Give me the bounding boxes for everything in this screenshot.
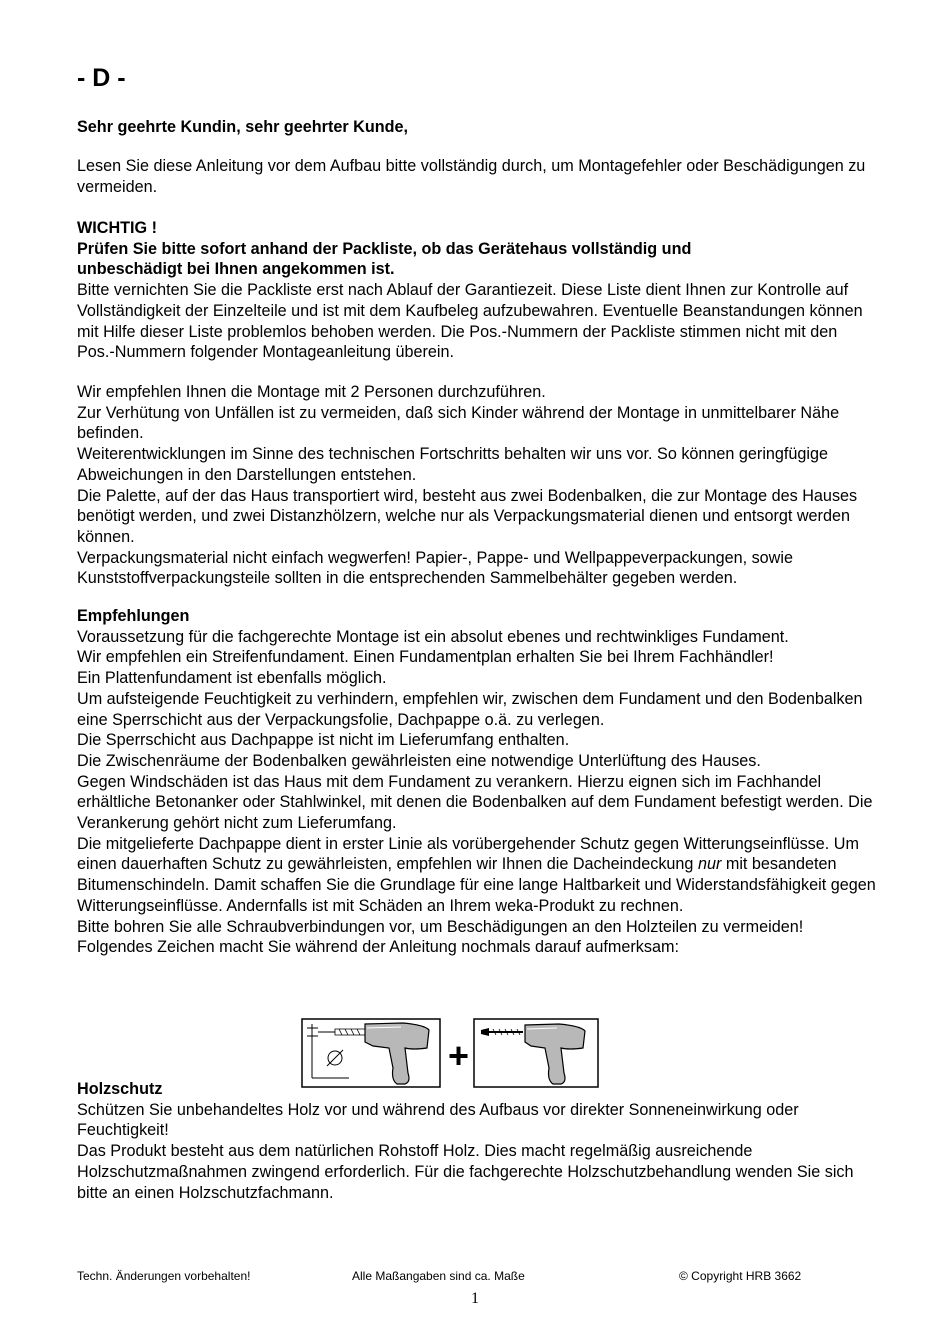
- roofing-text: Die mitgelieferte Dachpappe dient in erster Linie als vorübergehender Schutz gegen Witterungseinflüsse. Um einen dauerhaften Schutz zu gewährleisten, empfehlen wir Ihnen die Dacheindeckung: [77, 834, 859, 874]
- wood-protection-section: [77, 1079, 877, 1203]
- drill-predrill-icon: [302, 1019, 440, 1087]
- recommendations-section: [77, 606, 877, 958]
- plus-sign: +: [448, 1035, 470, 1076]
- recommendation: Gegen Windschäden ist das Haus mit dem Fundament zu verankern. Hierzu eignen sich im Fachhandel erhältliche Betonanker oder Stahlwinkel, mit denen die Bodenbalken auf dem Fundament befestigt werden. Die Verankerung gehört nicht zum Lieferumfang.: [77, 772, 873, 833]
- recommendation: Wir empfehlen ein Streifenfundament. Einen Fundamentplan erhalten Sie bei Ihrem Fachhändler!: [77, 648, 774, 667]
- recommendation: Ein Plattenfundament ist ebenfalls möglich.: [77, 669, 387, 688]
- footer-left: Techn. Änderungen vorbehalten!: [77, 1269, 251, 1283]
- general-note: Zur Verhütung von Unfällen ist zu vermeiden, daß sich Kinder während der Montage in unmittelbarer Nähe befinden.: [77, 403, 840, 443]
- general-note: Wir empfehlen Ihnen die Montage mit 2 Personen durchzuführen.: [77, 383, 546, 401]
- recommendation: Voraussetzung für die fachgerechte Montage ist ein absolut ebenes und rechtwinkliges Fundament.: [77, 627, 789, 646]
- footer-right: © Copyright HRB 3662: [679, 1269, 802, 1283]
- salutation: Sehr geehrte Kundin, sehr geehrter Kunde,: [77, 118, 409, 136]
- intro-paragraph: Lesen Sie diese Anleitung vor dem Aufbau bitte vollständig durch, um Montagefehler oder Beschädigungen zu vermeiden.: [77, 157, 866, 196]
- important-section: [77, 218, 877, 363]
- general-note: Weiterentwicklungen im Sinne des technischen Fortschritts behalten wir uns vor. So können geringfügige Abweichungen in den Darstellungen entstehen.: [77, 445, 829, 484]
- recommendation-roofing: [77, 834, 877, 917]
- page-number: 1: [471, 1290, 479, 1307]
- general-notes: [77, 382, 877, 589]
- important-heading: WICHTIG !: [77, 219, 158, 237]
- footer-middle: Alle Maßangaben sind ca. Maße: [352, 1269, 525, 1283]
- wood-protection-paragraph: Das Produkt besteht aus dem natürlichen Rohstoff Holz. Dies macht regelmäßig ausreichende Holzschutzmaßnahmen zwingend erforderlich. Für die fachgerechte Holzschutzbehandlung wenden Sie sich bitte an einen Holzschutzfachmann.: [77, 1142, 854, 1202]
- roofing-text-continued: mit besandeten Bitumenschindeln. Damit schaffen Sie die Grundlage für eine lange Haltbarkeit und Widerstandsfähigkeit gegen Witterungseinflüsse. Andernfalls ist mit Schäden an Ihrem weka-Produkt zu rechnen.: [77, 855, 876, 915]
- predrill-note: Bitte bohren Sie alle Schraubverbindungen vor, um Beschädigungen an den Holzteilen zu vermeiden! Folgendes Zeichen macht Sie während der Anleitung nochmals darauf aufmerksam:: [77, 917, 804, 957]
- wood-protection-heading: Holzschutz: [77, 1080, 163, 1098]
- recommendations-heading: Empfehlungen: [77, 607, 190, 625]
- language-marker: - D -: [77, 64, 126, 92]
- general-note: Verpackungsmaterial nicht einfach wegwerfen! Papier-, Pappe- und Wellpappeverpackungen, sowie Kunststoffverpackungsteile sollten in die entsprechenden Sammelbehälter gegeben werden.: [77, 548, 793, 588]
- general-note: Die Palette, auf der das Haus transportiert wird, besteht aus zwei Bodenbalken, die zur Montage des Hauses benötigt werden, und zwei Distanzhölzern, welche nur als Verpackungsmaterial dienen und entsorgt werden können.: [77, 486, 858, 546]
- important-text: Bitte vernichten Sie die Packliste erst nach Ablauf der Garantiezeit. Diese Liste dient Ihnen zur Kontrolle auf Vollständigkeit der Einzelteile und ist mit dem Kaufbeleg aufzubewahren. Eventuelle Beanstandungen können mit Hilfe dieser Liste problemlos behoben werden. Die Pos.-Nummern der Packliste stimmen nicht mit den Pos.-Nummern folgender Montageanleitung überein.: [77, 281, 863, 362]
- wood-protection-paragraph: Schützen Sie unbehandeltes Holz vor und während des Aufbaus vor direkter Sonneneinwirkung oder Feuchtigkeit!: [77, 1100, 799, 1140]
- emphasis-nur: nur: [697, 855, 722, 874]
- recommendation: Um aufsteigende Feuchtigkeit zu verhindern, empfehlen wir, zwischen dem Fundament und den Bodenbalken eine Sperrschicht aus der Verpackungsfolie, Dachpappe o.ä. zu verlegen.: [77, 689, 863, 729]
- drill-screw-icon: [474, 1019, 598, 1087]
- important-bold-text: Prüfen Sie bitte sofort anhand der Packliste, ob das Gerätehaus vollständig und unbeschädigt bei Ihnen angekommen ist.: [77, 239, 692, 279]
- recommendation: Die Zwischenräume der Bodenbalken gewährleisten eine notwendige Unterlüftung des Hauses.: [77, 751, 761, 770]
- recommendation: Die Sperrschicht aus Dachpappe ist nicht im Lieferumfang enthalten.: [77, 731, 570, 750]
